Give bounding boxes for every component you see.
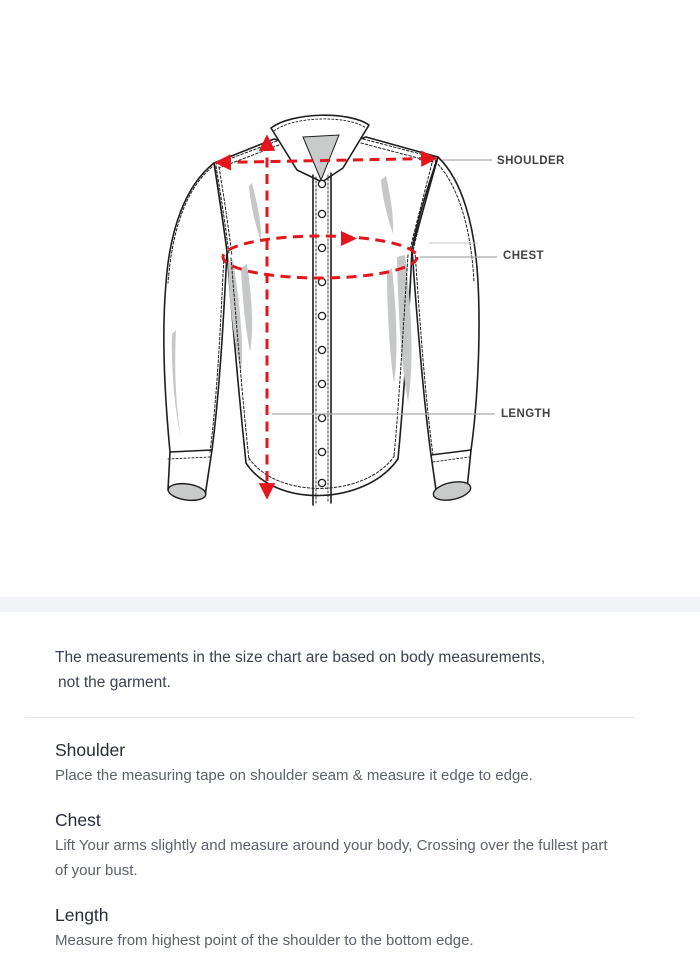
section-title-shoulder: Shoulder [55, 740, 126, 760]
section-shoulder [55, 740, 645, 788]
left-sleeve [164, 163, 227, 500]
length-label: LENGTH [501, 408, 551, 420]
section-length [55, 905, 645, 953]
section-description-chest: Lift Your arms slightly and measure around your body, Crossing over the fullest part of your bust. [55, 837, 608, 879]
section-title-chest: Chest [55, 810, 101, 830]
size-chart-note [55, 645, 645, 695]
note-line-2: not the garment. [58, 674, 171, 691]
chest-label: CHEST [503, 250, 544, 262]
note-line-1: The measurements in the size chart are based on body measurements, [55, 649, 546, 666]
section-description-shoulder: Place the measuring tape on shoulder seam & measure it edge to edge. [55, 767, 533, 784]
measurement-info [0, 645, 700, 953]
section-divider-band [0, 597, 700, 612]
divider-line [25, 717, 635, 718]
section-chest [55, 810, 645, 883]
section-description-length: Measure from highest point of the shoulder to the bottom edge. [55, 932, 474, 949]
shoulder-label: SHOULDER [497, 155, 565, 167]
section-title-length: Length [55, 905, 109, 925]
